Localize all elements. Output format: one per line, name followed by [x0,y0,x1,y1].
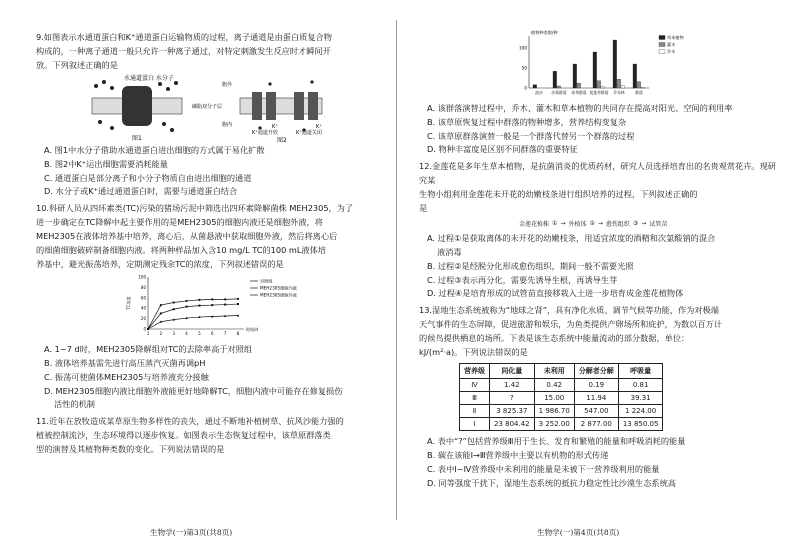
table-cell: ? [490,392,535,405]
bar [633,64,637,88]
q10-option-d-cont: 活性的机制 [54,399,95,410]
bar [533,85,537,88]
table-cell: 11.94 [574,392,618,405]
x-tick-label: 沙蒿群落 [551,90,567,95]
legend-label: MEH2305细胞内液 [260,285,297,291]
bar [577,83,581,88]
question-12 [419,159,776,215]
q13-options [419,435,776,490]
bar [617,79,621,88]
fig2-inside-label: 胞内 [222,122,233,128]
question-10 [36,201,377,271]
q10-option-a[interactable]: A. 1~7 d时，MEH2305降解组对TC的去除率高于对照组 [44,344,253,355]
q9-stem-line: 9.如图表示水通道蛋白和K⁺通道蛋白运输物质的过程，离子通道是由蛋白质复合物 [36,32,332,42]
q13-option-a[interactable]: A. 表中“?”包括营养级Ⅲ用于生长、发育和繁殖的能量和呼吸消耗的能量 [427,436,686,447]
flow-step-3: ③ [632,220,639,228]
data-point [224,298,226,300]
bar [593,52,597,88]
table-row [460,418,663,431]
y-axis-label: TC浓度 [126,296,131,310]
table-cell: Ⅲ [460,392,490,405]
data-point [173,308,175,310]
q9-option-c[interactable]: C. 通道蛋白是部分离子和小分子物质自由进出细胞的通道 [44,172,252,183]
table-cell: Ⅱ [460,405,490,418]
legend-label: 灌木 [667,42,676,47]
y-tick-label: 40 [140,305,146,311]
legend-label: MEH2305细胞外液 [260,292,297,298]
x-tick-label: 1 [146,331,150,337]
table-row [460,405,663,418]
table-header: 未利用 [534,364,574,379]
q11-options [419,102,776,157]
q12-stem-line: 生物小组利用金莲花未开花的幼嫩枝条进行组织培养的过程，下列叙述正确的 [419,189,698,200]
table-cell: 2 877.00 [574,418,618,431]
table-row [460,392,663,405]
q11-stem-line: 型的演替及其植物种类数的变化。下列说法错误的是 [36,444,225,455]
q10-option-c[interactable]: C. 振荡可使菌体MEH2305与培养液充分接触 [44,371,209,382]
q10-options [36,343,377,412]
table-cell: 3 252.00 [534,418,574,431]
q11-option-c[interactable]: C. 该草原群落演替一般是一个群落代替另一个群落的过程 [427,130,635,141]
data-point [173,302,175,304]
y-tick-label: 0 [143,326,146,332]
y-tick-label: 0 [524,85,527,91]
arrow-icon: → [560,220,566,228]
data-point [198,305,200,307]
species-bar-chart [499,28,759,102]
table-header: 营养级 [460,364,490,379]
y-tick-label: 100 [138,274,146,280]
question-11 [36,414,377,456]
table-header: 分解者分解 [574,364,618,379]
legend-swatch [659,43,665,47]
table-cell: 1 986.70 [534,405,574,418]
page-footer-right: 生物学(一)第4页(共8页) [537,528,620,537]
bar [553,71,557,88]
arrow-icon: → [597,220,603,228]
x-tick-label: 群落 [635,90,643,95]
bar [557,86,561,88]
fig2-outside-label: 胞外 [222,82,233,88]
fig2-k-channel [222,80,322,136]
y-tick-label: 60 [140,295,146,301]
q12-stem-line: 是 [419,203,428,214]
q11-stem-line: 植被控制流沙，生态环境得以逐步恢复。如图表示生态恢复过程中，该草原群落类 [36,430,331,441]
flow-start: 金莲花植株 [519,221,550,229]
tc-line-chart [126,271,326,343]
q12-option-c[interactable]: C. 过程③表示再分化，需要先诱导生根，再诱导生芽 [427,274,618,285]
table-header-row [460,364,663,379]
data-point [198,299,200,301]
x-axis-label: 时间/d [246,327,258,333]
legend-swatch [659,36,665,40]
q12-stem-line: 12.金莲花是多年生草本植物，是抗菌消炎的优质药材，研究人员选择培育出的名贵观赏花卉。现研究某 [419,161,776,186]
q12-flow [519,219,776,228]
legend-swatch [659,50,665,54]
q13-option-c[interactable]: C. 表中Ⅰ~Ⅳ营养级中未利用的能量是未被下一营养级利用的能量 [427,463,660,474]
table-cell: 0.81 [618,379,663,392]
y-tick-label: 80 [140,285,146,291]
data-point [160,313,162,315]
q13-stem-line: 的候鸟提供栖息的场所。下表是该生态系统中能量流动的部分数据，单位： [419,333,690,344]
bar [621,86,625,88]
y-tick-label: 20 [140,316,146,322]
fig2-caption: 图2 [277,137,287,144]
y-axis-label: 植物种类数/种 [531,30,558,35]
y-tick-label: 100 [519,45,527,51]
page-footer-left: 生物学(一)第3页(共8页) [150,528,233,537]
q11-stem-line: 11.近年在放牧造成某草原生物多样性的丧失，通过不断地补植树草、抗风沙能力强的 [36,416,344,427]
table-cell: 1 224.00 [618,405,663,418]
q9-stem-line: 构成的，一种离子通道一般只允许一种离子通过，对特定刺激发生反应时才瞬间开 [36,46,331,56]
flow-step-1: ① [552,220,558,228]
table-cell: 13 850.05 [618,418,663,431]
q13-option-d[interactable]: D. 同等强度干扰下，湿地生态系统的抵抗力稳定性比沙漠生态系统高 [427,477,676,488]
q11-option-b[interactable]: B. 该草原恢复过程中群落的物种增多，营养结构变复杂 [427,116,627,127]
data-point [186,306,188,308]
fig2-open-label: K⁺通道开放 [252,130,278,136]
q10-stem-line: MEH2305在液体培养基中培养，离心后，从菌悬液中获取细胞外液，然后将离心后 [36,231,338,242]
x-tick-label: 7 [223,331,227,337]
q10-option-b[interactable]: B. 液体培养基需先进行高压蒸汽灭菌再调pH [44,357,206,368]
x-tick-label: 芨芨草群落 [589,90,609,95]
bar [573,64,577,88]
flow-end: 试管苗 [649,221,668,229]
q9-option-d[interactable]: D. 水分子或K⁺通过通道蛋白时，需要与通道蛋白结合 [44,186,238,197]
q11-option-a[interactable]: A. 该群落演替过程中，乔木、灌木和草本植物的共同存在提高对阳光、空间的利用率 [427,103,733,113]
x-tick-label: 5 [198,331,201,337]
table-cell: 23 804.42 [490,418,535,431]
question-13 [419,303,776,359]
x-tick-label: 6 [211,331,214,337]
table-cell: 0.42 [534,379,574,392]
table-cell: 547.00 [574,405,618,418]
table-cell: 3 825.37 [490,405,535,418]
data-point [237,298,239,300]
q9-membrane-figure [72,72,332,144]
q10-stem-line: 进一步确定在TC降解中起主要作用的是MEH2305的细胞内液还是细胞外液，将 [36,217,323,228]
data-point [237,303,239,305]
y-tick-label: 50 [521,65,527,71]
fig1-caption: 图1 [132,135,142,142]
bar [637,82,641,88]
bar [613,40,617,88]
fig2-k-label: K⁺ [316,124,322,130]
x-tick-label: 4 [185,331,188,337]
fig2-k-label: K⁺ [272,124,278,130]
q10-stem-line: 养基中，避光振荡培养，定期测定残余TC的浓度，下列叙述错误的是 [36,259,284,270]
x-tick-label: 冰草群落 [571,90,587,95]
x-tick-label: 2 [159,331,163,337]
data-point [211,304,213,306]
x-tick-label: 乔木林 [613,90,625,95]
q12-option-a[interactable]: A. 过程①是获取离体的未开花的幼嫩枝条，用适宜浓度的酒精和次氯酸钠的混合 [427,233,716,244]
fig1-title: 水通道蛋白 水分子 [124,75,174,82]
data-point [185,300,187,302]
table-cell: 39.31 [618,392,663,405]
table-cell: 15.00 [534,392,574,405]
legend-label: 乔木 [667,49,676,54]
fig2-closed-label: K⁺通道关闭 [296,130,322,136]
q13-stem-line: 13.湿地生态系统被称为“地球之肾”，具有净化水质、调节气候等功能，作为对极端 [419,305,719,316]
x-tick-label: 流沙 [535,90,543,95]
q9-stem-line: 放。下列叙述正确的是 [36,60,118,70]
flow-mid-1: 外植体 [568,221,587,229]
q11-option-d[interactable]: D. 物种丰富度是区别不同群落的重要特征 [427,144,578,155]
q12-option-d[interactable]: D. 过程④是培育形成的试管苗直接移栽入土进一步培育成金莲花植物体 [427,288,684,299]
table-cell: Ⅰ [460,418,490,431]
table-header: 呼吸量 [618,364,663,379]
table-cell: 1.42 [490,379,535,392]
page-4 [397,0,794,548]
q10-stem-line: 10.科研人员从四环素类(TC)污染的猪场污泥中筛选出四环素降解菌株 MEH2305，为了 [36,203,354,214]
q10-stem-line: 的细菌细胞破碎制备细胞内液。将两种样品加入含10 mg/L TC的100 mL液体培 [36,245,326,256]
table-header: 同化量 [490,364,535,379]
q12-options [419,232,776,301]
x-tick-label: 3 [172,331,175,337]
data-point [160,304,162,306]
q10-option-d[interactable]: D. MEH2305细胞内液比细胞外液能更好地降解TC，细胞内液中可能存在修复损伤 [44,385,343,396]
q13-stem-line: kJ/(m²·a)。下列说法错误的是 [419,347,528,358]
q12-option-b[interactable]: B. 过程②是经脱分化形成愈伤组织，期间一般不需要光照 [427,260,634,271]
q13-option-b[interactable]: B. 碳在该能Ⅰ→Ⅲ营养级中主要以有机物的形式传递 [427,449,609,460]
table-row [460,379,663,392]
question-9 [36,30,377,72]
data-point [211,298,213,300]
legend-label: 草本植物 [667,35,684,40]
q9-option-b[interactable]: B. 图2中K⁺运出细胞需要消耗能量 [44,158,168,169]
q13-stem-line: 天气事件的生态屏障，促进旅游和娱乐，为鱼类提供产卵场所和庇护，为数以百万计 [419,319,722,330]
q9-option-a[interactable]: A. 图1中水分子借助水通道蛋白进出细胞的方式属于易化扩散 [44,145,265,155]
x-tick-label: 8 [236,331,240,337]
data-point [224,304,226,306]
fig1-membrane-label: 磷脂双分子层 [192,104,223,110]
table-cell: Ⅳ [460,379,490,392]
flow-mid-2: 愈伤组织 [605,221,630,229]
arrow-icon: → [641,220,647,228]
bar [597,81,601,88]
energy-flow-table [459,363,663,431]
fig1-water-channel [92,80,182,132]
q9-options [36,144,377,199]
bar [601,87,605,88]
table-cell: 0.19 [574,379,618,392]
q12-option-a-cont: 液消毒 [437,246,462,257]
legend-label: 对照组 [260,278,273,284]
bar [641,87,645,88]
flow-step-2: ② [589,220,595,228]
